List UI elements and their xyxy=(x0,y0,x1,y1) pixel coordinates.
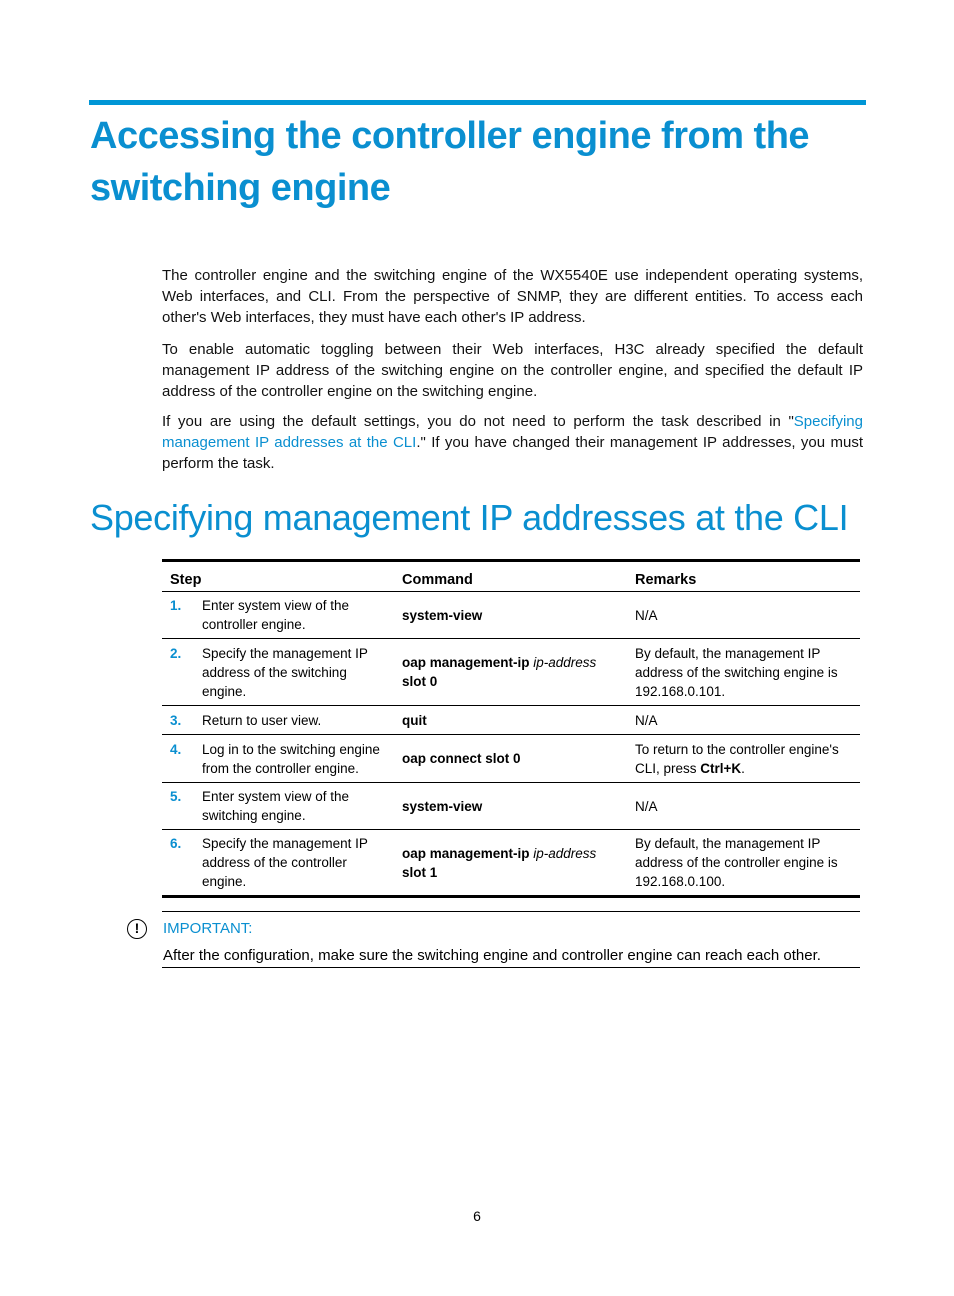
important-icon: ! xyxy=(127,919,147,939)
step-number: 1. xyxy=(170,598,182,613)
step-number: 4. xyxy=(170,741,182,757)
command-text: system-view xyxy=(402,798,483,814)
keyboard-shortcut: Ctrl+K xyxy=(700,760,742,776)
command-argument: ip-address xyxy=(533,845,597,861)
paragraph-text: If you are using the default settings, you do not need to perform the task described in " xyxy=(162,413,794,430)
important-top-rule xyxy=(162,911,860,912)
command-text: oap management-ip xyxy=(402,655,534,670)
header-step: Step xyxy=(162,561,394,592)
command-text: slot 0 xyxy=(402,674,438,689)
chapter-title: Accessing the controller engine from the switching engine xyxy=(90,115,810,209)
step-number: 2. xyxy=(170,645,182,661)
command-text: system-view xyxy=(402,607,483,623)
remarks-text: By default, the management IP address of the controller engine is 192.168.0.100. xyxy=(635,836,838,889)
intro-paragraph-2: To enable automatic toggling between their Web interfaces, H3C already specified the default management IP address of the switching engine on the controller engine, and specified the default IP address of the controller engine on the switching engine. xyxy=(162,341,863,400)
remarks-text: By default, the management IP address of the switching engine is 192.168.0.101. xyxy=(635,645,838,699)
command-argument: ip-address xyxy=(533,655,597,670)
intro-paragraph-3 xyxy=(162,411,863,474)
step-text: Specify the management IP address of the controller engine. xyxy=(202,836,368,889)
step-text: Return to user view. xyxy=(202,712,322,728)
remarks-text: N/A xyxy=(635,712,658,728)
page-number: 6 xyxy=(473,1208,481,1224)
important-text: After the configuration, make sure the switching engine and controller engine can reach each other. xyxy=(163,947,821,964)
table-row xyxy=(162,783,860,830)
command-text: quit xyxy=(402,712,427,728)
heading-top-rule xyxy=(89,100,866,105)
command-text: slot 1 xyxy=(402,864,438,880)
section-title: Specifying management IP addresses at the CLI xyxy=(90,497,849,538)
remarks-text: To return to the controller engine's CLI, press xyxy=(635,741,839,776)
table-row xyxy=(162,830,860,897)
step-text: Log in to the switching engine from the controller engine. xyxy=(202,741,380,776)
important-bottom-rule xyxy=(162,967,860,968)
table-row xyxy=(162,592,860,639)
steps-table xyxy=(162,559,860,898)
remarks-text-end: . xyxy=(741,760,745,776)
step-text: Specify the management IP address of the switching engine. xyxy=(202,645,368,699)
section-link[interactable]: Specifying management IP addresses at the CLI xyxy=(162,413,863,451)
table-row xyxy=(162,706,860,735)
step-text: Enter system view of the controller engine. xyxy=(202,598,350,632)
step-number: 6. xyxy=(170,836,182,851)
command-text: oap management-ip xyxy=(402,845,534,861)
table-row xyxy=(162,735,860,783)
step-number: 5. xyxy=(170,789,182,804)
step-number: 3. xyxy=(170,712,182,728)
paragraph-text: ." If you have changed their management IP addresses, you must perform the task. xyxy=(162,434,863,472)
table-row xyxy=(162,639,860,706)
header-command: Command xyxy=(394,561,627,592)
remarks-text: N/A xyxy=(635,607,658,623)
intro-paragraph-1: The controller engine and the switching engine of the WX5540E use independent operating systems, Web interfaces, and CLI. From the perspective of SNMP, they are different entities. To access each other's Web interfaces, they must have each other's IP address. xyxy=(162,267,863,326)
header-remarks: Remarks xyxy=(627,561,860,592)
remarks-text: N/A xyxy=(635,798,658,814)
step-text: Enter system view of the switching engine. xyxy=(202,789,350,823)
table-header-row xyxy=(162,561,860,592)
command-text: oap connect slot 0 xyxy=(402,751,521,766)
important-label: IMPORTANT: xyxy=(163,920,253,937)
